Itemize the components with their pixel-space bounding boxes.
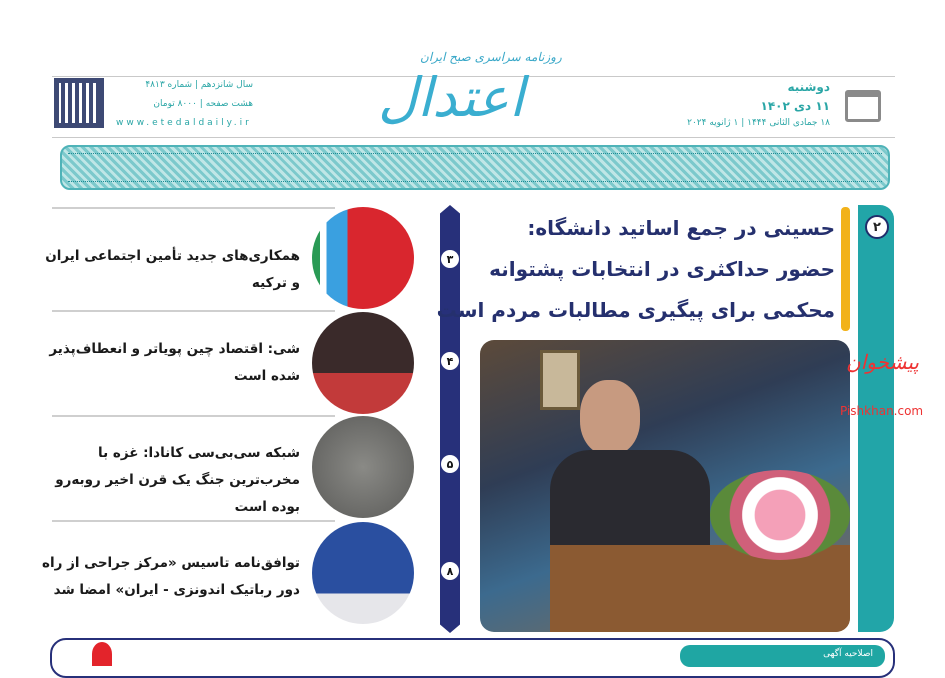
- page-number: ۳: [441, 250, 459, 268]
- signing-thumbnail[interactable]: [312, 522, 414, 624]
- newspaper-logo: اعتدال: [378, 66, 525, 129]
- turkey-flag-thumbnail[interactable]: [312, 207, 414, 309]
- flowers: [710, 470, 850, 560]
- issue-info: سال شانزدهم | شماره ۴۸۱۳: [145, 80, 253, 90]
- calendar-icon: [845, 90, 881, 122]
- page-number: ۸: [441, 562, 459, 580]
- speaker-head: [580, 380, 640, 455]
- separator: [52, 207, 335, 209]
- side-headline[interactable]: توافق‌نامه تاسیس «مرکز جراحی از راه دور رباتیک اندونزی - ایران» امضا شد: [42, 555, 300, 598]
- accent-bar: [841, 207, 850, 331]
- flame-icon: [92, 642, 112, 666]
- side-headline[interactable]: همکاری‌های جدید تأمین اجتماعی ایران و ترکیه: [45, 248, 300, 291]
- ad-label: اصلاحیه آگهی: [680, 645, 885, 667]
- date-solar: ۱۱ دی ۱۴۰۲: [760, 99, 830, 113]
- main-page-number: ۲: [865, 215, 889, 239]
- podium: [550, 545, 850, 632]
- ornamental-band: [60, 145, 890, 190]
- date-other: ۱۸ جمادی الثانی ۱۴۴۴ | ۱ ژانویه ۲۰۲۴: [687, 118, 830, 128]
- gaza-thumbnail[interactable]: [312, 416, 414, 518]
- main-photo[interactable]: [480, 340, 850, 632]
- page-strip: [858, 205, 894, 632]
- main-headline[interactable]: [437, 208, 835, 331]
- watermark-domain: Pishkhan.com: [840, 404, 924, 418]
- masthead-subtitle: روزنامه سراسری صبح ایران: [420, 50, 562, 64]
- price-info: هشت صفحه | ۸۰۰۰ تومان: [153, 99, 253, 109]
- separator: [52, 415, 335, 417]
- side-headline[interactable]: شی: اقتصاد چین پویاتر و انعطاف‌پذیر شده است: [49, 341, 300, 384]
- headline-line: محکمی برای پیگیری مطالبات مردم است: [436, 298, 835, 322]
- separator: [52, 310, 335, 312]
- headline-line: حسینی در جمع اساتید دانشگاه:: [527, 216, 835, 240]
- qr-code: [54, 78, 104, 128]
- xi-thumbnail[interactable]: [312, 312, 414, 414]
- weekday: دوشنبه: [787, 80, 830, 94]
- website-link[interactable]: www.etedaldaily.ir: [116, 118, 252, 128]
- headline-line: حضور حداکثری در انتخابات پشتوانه: [489, 257, 835, 281]
- watermark-logo: پیشخوان: [846, 350, 919, 374]
- page-number: ۴: [441, 352, 459, 370]
- portrait-frame: [540, 350, 580, 410]
- page-number: ۵: [441, 455, 459, 473]
- separator: [52, 520, 335, 522]
- side-headline[interactable]: شبکه سی‌بی‌سی کانادا: غزه با مخرب‌ترین جنگ یک قرن اخیر روبه‌رو بوده است: [55, 445, 300, 515]
